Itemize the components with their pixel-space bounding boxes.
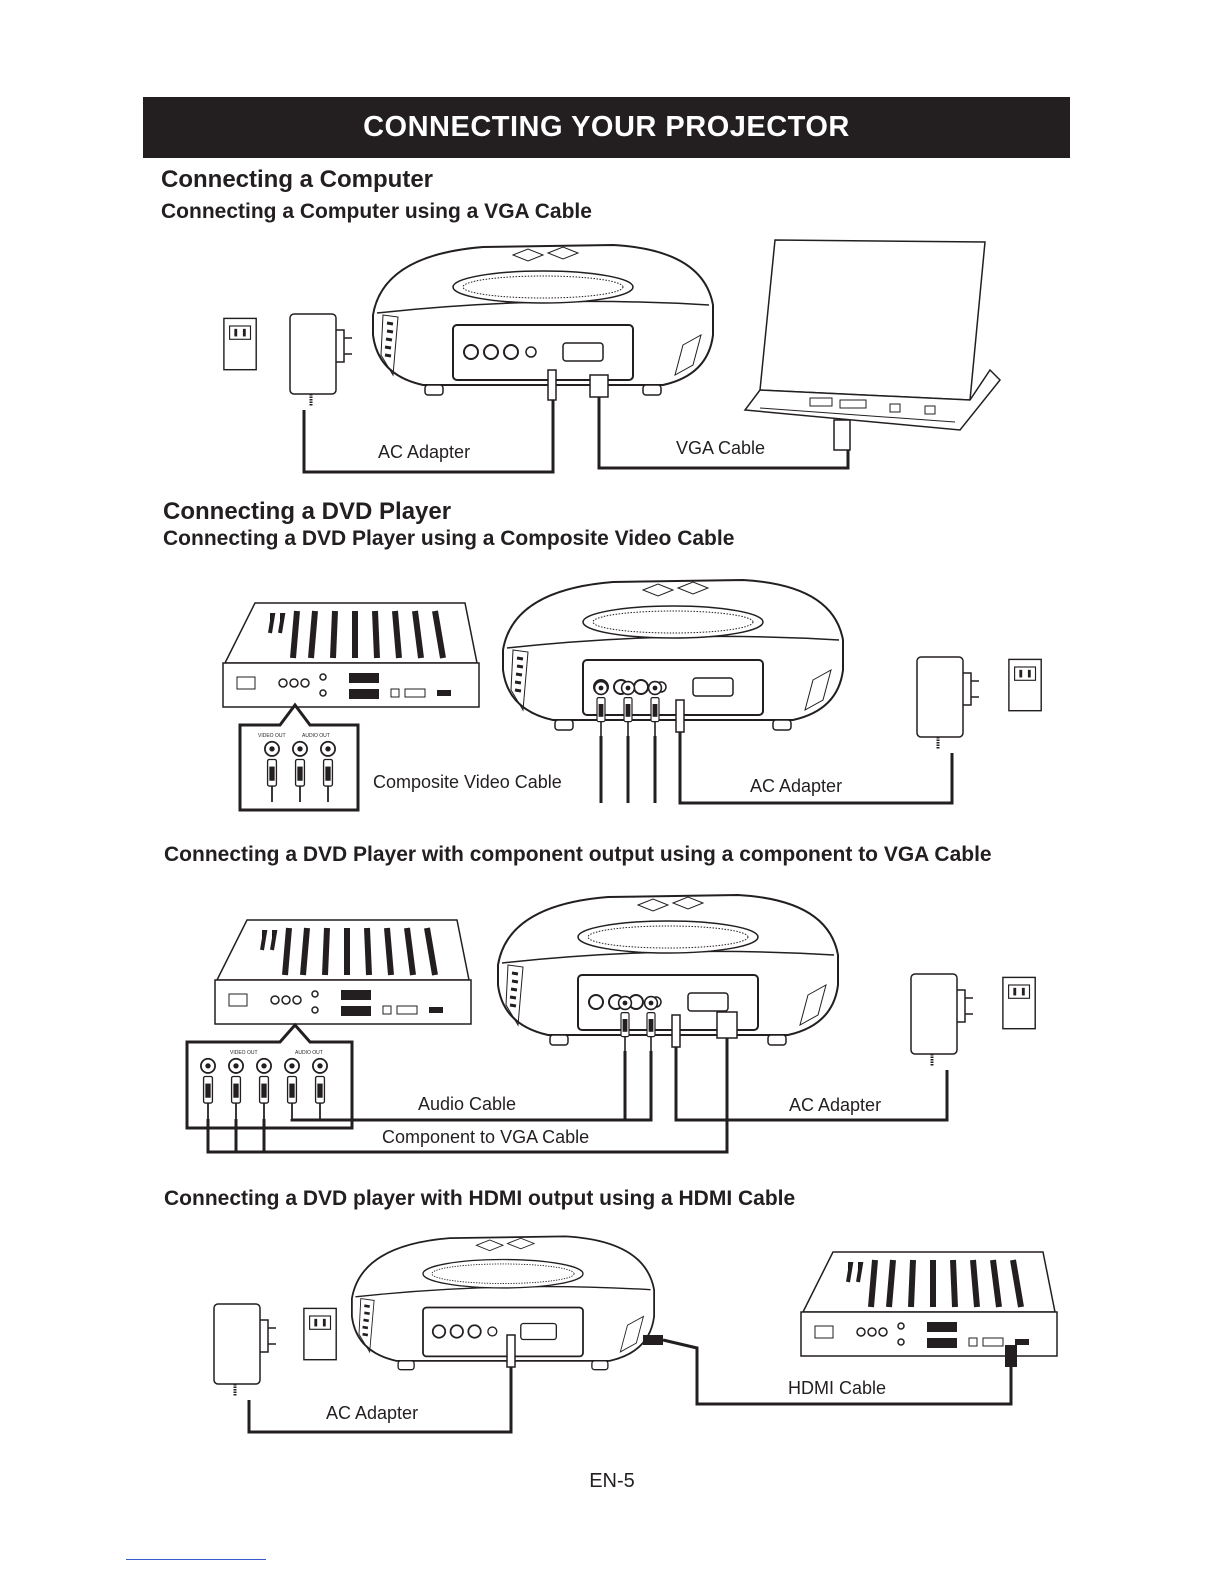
rca-plug-icon bbox=[229, 1059, 243, 1119]
label-audio-cable: Audio Cable bbox=[418, 1094, 517, 1114]
wall-outlet-icon bbox=[1009, 659, 1041, 710]
label-vga-cable: VGA Cable bbox=[676, 438, 766, 458]
section-heading-computer: Connecting a Computer bbox=[161, 166, 434, 193]
composite-connection-diagram bbox=[210, 565, 1060, 815]
rca-plug-icon bbox=[321, 742, 335, 802]
vga-plug-projector-icon bbox=[590, 375, 608, 397]
label-ac-adapter-3: AC Adapter bbox=[789, 1095, 882, 1115]
label-ac-adapter-4: AC Adapter bbox=[326, 1403, 419, 1423]
audio-out-tag: AUDIO OUT bbox=[295, 1050, 323, 1056]
rca-plug-icon bbox=[257, 1059, 271, 1119]
rca-plug-icon bbox=[293, 742, 307, 802]
dvd-player-icon bbox=[801, 1252, 1057, 1356]
power-plug-icon bbox=[507, 1335, 515, 1367]
rca-plug-icon bbox=[313, 1059, 327, 1119]
dvd-player-icon bbox=[223, 603, 479, 707]
power-plug-icon bbox=[672, 1015, 680, 1047]
projector-icon bbox=[352, 1236, 654, 1369]
wall-outlet-icon bbox=[304, 1308, 336, 1359]
subheading-component: Connecting a DVD Player with component output using a component to VGA Cable bbox=[164, 843, 992, 866]
rca-plug-icon bbox=[619, 997, 632, 1051]
subheading-composite: Connecting a DVD Player using a Composite Video Cable bbox=[163, 527, 735, 550]
ac-adapter-icon bbox=[214, 1304, 276, 1396]
label-hdmi-cable: HDMI Cable bbox=[788, 1378, 887, 1398]
rca-plug-icon bbox=[649, 682, 662, 736]
label-ac-adapter-2: AC Adapter bbox=[750, 776, 843, 796]
rca-plug-icon bbox=[265, 742, 279, 802]
rca-plug-icon bbox=[595, 682, 608, 736]
zoom-callout-box bbox=[240, 705, 358, 810]
wall-outlet-icon bbox=[224, 318, 256, 369]
audio-out-tag: AUDIO OUT bbox=[302, 733, 330, 739]
composite-cable-lines bbox=[601, 736, 655, 803]
hdmi-plug-projector-icon bbox=[643, 1335, 663, 1345]
power-plug-icon bbox=[548, 370, 556, 400]
rca-plug-icon bbox=[622, 682, 635, 736]
ac-adapter-icon bbox=[917, 657, 979, 749]
rca-plug-icon bbox=[201, 1059, 215, 1119]
label-composite-cable: Composite Video Cable bbox=[373, 772, 562, 792]
video-out-tag: VIDEO OUT bbox=[258, 733, 286, 739]
laptop-icon bbox=[745, 240, 1000, 430]
power-plug-icon bbox=[676, 700, 684, 732]
page-number: EN-5 bbox=[589, 1470, 635, 1492]
wall-outlet-icon bbox=[1003, 977, 1035, 1028]
projector-icon bbox=[373, 245, 713, 395]
hdmi-plug-dvd-icon bbox=[1005, 1345, 1017, 1367]
subheading-vga: Connecting a Computer using a VGA Cable bbox=[161, 200, 592, 223]
ac-adapter-icon bbox=[290, 314, 352, 406]
label-component-vga: Component to VGA Cable bbox=[382, 1127, 590, 1147]
vga-plug-laptop-icon bbox=[834, 420, 850, 450]
projector-icon bbox=[498, 895, 838, 1045]
component-connection-diagram bbox=[185, 880, 1055, 1160]
vga-connection-diagram bbox=[200, 230, 1020, 485]
label-ac-adapter-1: AC Adapter bbox=[378, 442, 471, 462]
rca-plug-icon bbox=[285, 1059, 299, 1119]
section-heading-dvd: Connecting a DVD Player bbox=[163, 498, 452, 525]
footer-link-underline bbox=[126, 1559, 266, 1560]
vga-plug-icon bbox=[717, 1012, 737, 1038]
ac-adapter-icon bbox=[911, 974, 973, 1066]
video-out-tag: VIDEO OUT bbox=[230, 1050, 258, 1056]
page-title: CONNECTING YOUR PROJECTOR bbox=[143, 97, 1070, 158]
rca-plug-icon bbox=[645, 997, 658, 1051]
projector-icon bbox=[503, 580, 843, 730]
subheading-hdmi: Connecting a DVD player with HDMI output using a HDMI Cable bbox=[164, 1187, 796, 1210]
dvd-player-icon bbox=[215, 920, 471, 1024]
